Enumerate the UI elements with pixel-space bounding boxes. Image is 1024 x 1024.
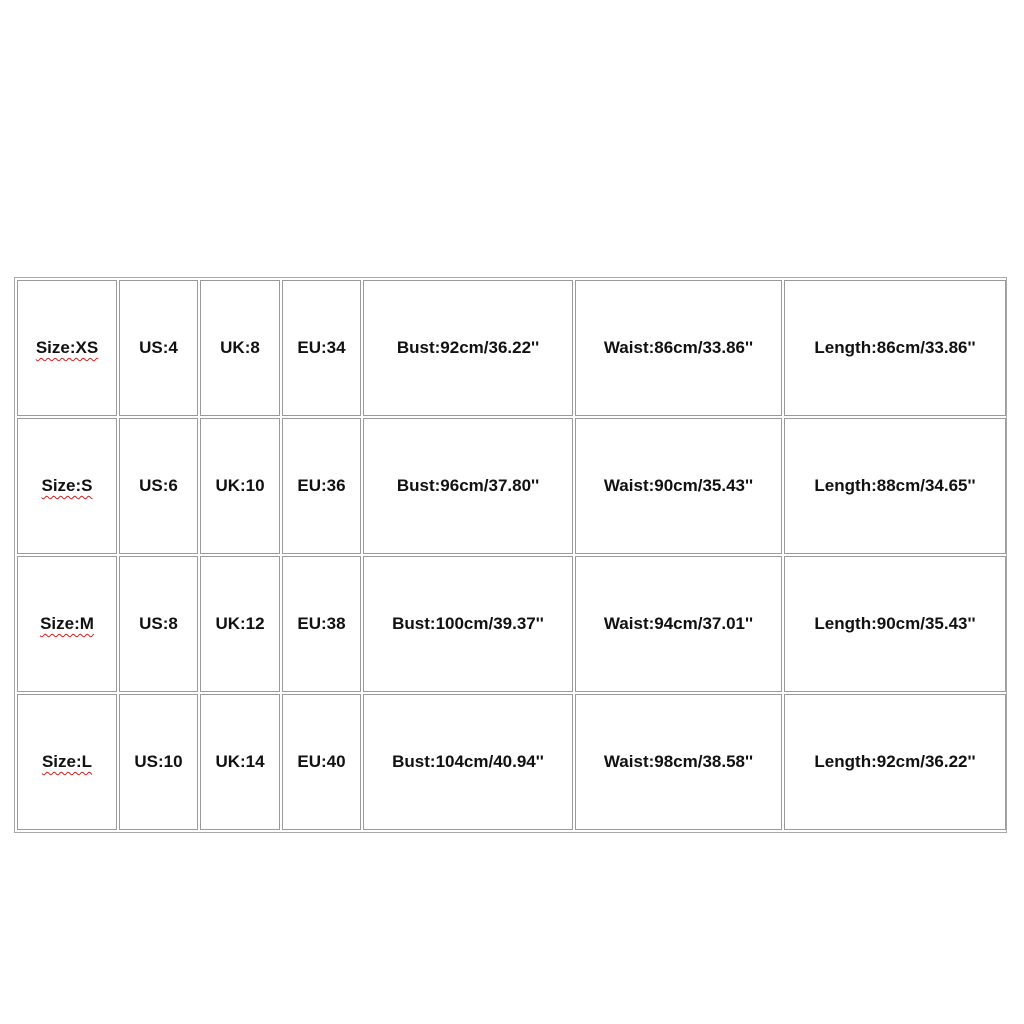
size-label: Size:M [40,614,94,633]
size-chart [14,277,1007,833]
size-cell [17,418,117,554]
bust-cell: Bust:92cm/36.22'' [363,280,573,416]
table-row [17,556,1006,692]
us-size-cell: US:10 [119,694,198,830]
eu-size-cell: EU:38 [282,556,361,692]
size-label: Size:L [41,752,93,771]
uk-size-cell: UK:8 [200,280,280,416]
length-cell: Length:92cm/36.22'' [784,694,1006,830]
length-cell: Length:90cm/35.43'' [784,556,1006,692]
waist-cell: Waist:98cm/38.58'' [575,694,782,830]
bust-cell: Bust:100cm/39.37'' [363,556,573,692]
table-row [17,418,1006,554]
size-cell [17,694,117,830]
waist-cell: Waist:90cm/35.43'' [575,418,782,554]
us-size-cell: US:6 [119,418,198,554]
uk-size-cell: UK:10 [200,418,280,554]
size-cell [17,556,117,692]
length-cell: Length:86cm/33.86'' [784,280,1006,416]
bust-cell: Bust:96cm/37.80'' [363,418,573,554]
bust-cell: Bust:104cm/40.94'' [363,694,573,830]
uk-size-cell: UK:12 [200,556,280,692]
table-row [17,280,1006,416]
size-cell [17,280,117,416]
eu-size-cell: EU:40 [282,694,361,830]
us-size-cell: US:4 [119,280,198,416]
size-table [15,278,1008,832]
uk-size-cell: UK:14 [200,694,280,830]
eu-size-cell: EU:36 [282,418,361,554]
us-size-cell: US:8 [119,556,198,692]
waist-cell: Waist:94cm/37.01'' [575,556,782,692]
size-label: Size:S [41,476,93,495]
size-label: Size:XS [35,338,99,357]
eu-size-cell: EU:34 [282,280,361,416]
table-row [17,694,1006,830]
waist-cell: Waist:86cm/33.86'' [575,280,782,416]
length-cell: Length:88cm/34.65'' [784,418,1006,554]
